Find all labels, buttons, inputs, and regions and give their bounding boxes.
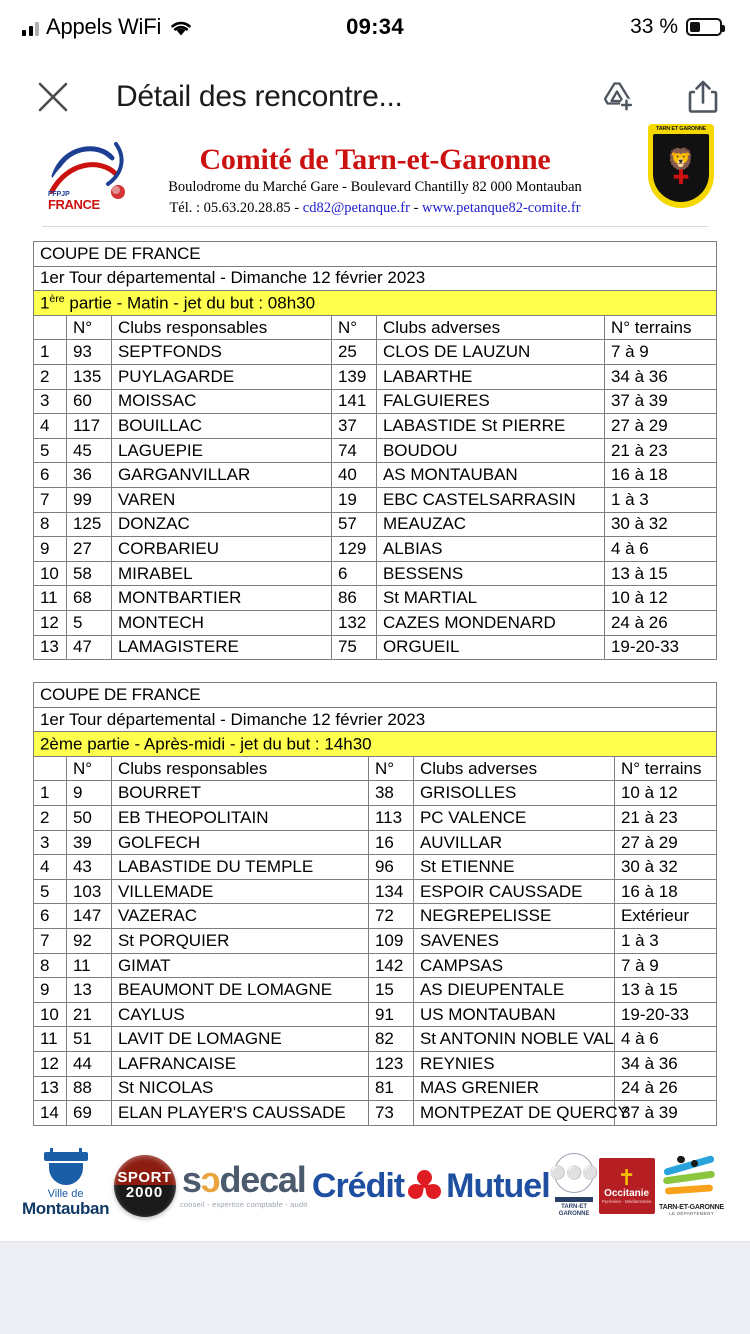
cell-num-home: 93	[66, 340, 111, 365]
cell-club-away: NEGREPELISSE	[413, 904, 614, 929]
sponsor-line1: SPORT	[117, 1169, 172, 1187]
cell-terrains: 37 à 39	[604, 389, 716, 414]
cell-terrains: Extérieur	[614, 904, 716, 929]
table-subtitle-row	[33, 266, 716, 291]
tarn-et-garonne-shield-logo	[648, 124, 714, 208]
cell-num-home: 50	[66, 806, 111, 831]
page-title: Détail des rencontre...	[116, 80, 403, 113]
table-subtitle: 1er Tour départemental - Dimanche 12 février 2023	[33, 707, 716, 732]
sport-2000-badge-icon	[114, 1155, 176, 1217]
cell-num-away: 74	[331, 438, 376, 463]
cell-num-away: 15	[368, 978, 413, 1003]
add-to-drive-button[interactable]	[596, 74, 638, 120]
cell-num-away: 57	[331, 512, 376, 537]
cell-index: 14	[33, 1101, 66, 1126]
column-header-num-away: N°	[368, 756, 413, 781]
cdos-bar	[555, 1197, 593, 1202]
cell-num-away: 123	[368, 1052, 413, 1077]
table-row	[33, 463, 716, 488]
cell-club-home: LAFRANCAISE	[111, 1052, 368, 1077]
cell-index: 7	[33, 487, 66, 512]
sponsor-line1: s	[181, 1159, 201, 1201]
cell-num-away: 139	[331, 364, 376, 389]
table-part-row	[33, 291, 716, 316]
table-row	[33, 1027, 716, 1052]
cell-club-home: ELAN PLAYER'S CAUSSADE	[111, 1101, 368, 1126]
cell-index: 9	[33, 537, 66, 562]
column-header-num-home: N°	[66, 315, 111, 340]
cell-terrains: 16 à 18	[614, 879, 716, 904]
cell-index: 12	[33, 1052, 66, 1077]
cell-terrains: 7 à 9	[604, 340, 716, 365]
ffpjp-wordmark: FFPJP FRANCE	[48, 191, 100, 212]
cell-club-away: PC VALENCE	[413, 806, 614, 831]
cell-club-away: ESPOIR CAUSSADE	[413, 879, 614, 904]
departement-graphic-icon	[663, 1156, 721, 1204]
cell-club-home: BOURRET	[111, 781, 368, 806]
table-row	[33, 830, 716, 855]
wifi-icon	[168, 18, 194, 37]
table-part-banner	[33, 291, 716, 316]
cell-index: 10	[33, 1002, 66, 1027]
cdos-dept-line1: TARN-ET	[561, 1203, 588, 1210]
cell-club-away: MEAUZAC	[376, 512, 604, 537]
cell-num-away: 113	[368, 806, 413, 831]
cell-terrains: 1 à 3	[614, 929, 716, 954]
cell-num-home: 88	[66, 1076, 111, 1101]
cell-club-away: ORGUEIL	[376, 635, 604, 660]
column-header-index	[33, 756, 66, 781]
sponsor-line1b: decal	[219, 1159, 306, 1201]
sponsor-line1: Ville de	[47, 1188, 84, 1201]
cell-num-home: 135	[66, 364, 111, 389]
cell-index: 3	[33, 830, 66, 855]
occitanie-logo-icon	[599, 1158, 655, 1214]
navigation-bar	[0, 54, 750, 140]
share-icon	[686, 78, 720, 116]
table-row	[33, 438, 716, 463]
cell-num-home: 51	[66, 1027, 111, 1052]
cell-num-away: 37	[331, 414, 376, 439]
cell-num-away: 86	[331, 586, 376, 611]
sponsor-line2: LE DÉPARTEMENT	[669, 1210, 714, 1216]
cell-club-away: CAMPSAS	[413, 953, 614, 978]
column-header-clubs-responsables: Clubs responsables	[111, 315, 331, 340]
cell-index: 2	[33, 806, 66, 831]
part-prefix: 1	[39, 293, 50, 313]
occitan-cross-icon: ✚	[672, 167, 690, 190]
table-row	[33, 561, 716, 586]
cell-index: 11	[33, 586, 66, 611]
table-part-row	[33, 732, 716, 757]
sponsor-line2: 2000	[125, 1184, 164, 1202]
sponsor-line2: Montauban	[22, 1199, 110, 1219]
match-table-afternoon	[33, 682, 717, 1126]
cell-club-away: St MARTIAL	[376, 586, 604, 611]
cell-club-home: MOISSAC	[111, 389, 331, 414]
cell-index: 1	[33, 781, 66, 806]
table-row	[33, 635, 716, 660]
cell-club-away: BOUDOU	[376, 438, 604, 463]
cell-index: 8	[33, 953, 66, 978]
cell-num-home: 39	[66, 830, 111, 855]
cell-terrains: 16 à 18	[604, 463, 716, 488]
cell-club-away: US MONTAUBAN	[413, 1002, 614, 1027]
cell-club-home: VAREN	[111, 487, 331, 512]
cell-num-away: 91	[368, 1002, 413, 1027]
shield-inner	[653, 134, 709, 202]
cell-club-home: LABASTIDE DU TEMPLE	[111, 855, 368, 880]
cell-club-home: SEPTFONDS	[111, 340, 331, 365]
table-row	[33, 929, 716, 954]
cell-club-home: St PORQUIER	[111, 929, 368, 954]
cell-num-away: 19	[331, 487, 376, 512]
sponsor-line3: Pyrénées - Méditerranée	[601, 1198, 652, 1204]
cell-index: 6	[33, 904, 66, 929]
cell-num-away: 40	[331, 463, 376, 488]
table-row	[33, 340, 716, 365]
table-row	[33, 1002, 716, 1027]
cell-num-home: 58	[66, 561, 111, 586]
cell-club-home: LAVIT DE LOMAGNE	[111, 1027, 368, 1052]
cell-terrains: 4 à 6	[614, 1027, 716, 1052]
cell-club-away: St ETIENNE	[413, 855, 614, 880]
table-row	[33, 389, 716, 414]
contact-separator: -	[409, 199, 423, 216]
cell-num-away: 96	[368, 855, 413, 880]
sponsor-cdos-tarn-et-garonne	[549, 1153, 599, 1219]
sponsor-sport-2000	[114, 1155, 176, 1217]
cell-club-away: AS DIEUPENTALE	[413, 978, 614, 1003]
sponsor-line1: TARN-ET-GARONNE	[659, 1203, 724, 1211]
table-row	[33, 781, 716, 806]
cell-index: 13	[33, 1076, 66, 1101]
cell-club-away: MONTPEZAT DE QUERCY	[413, 1101, 614, 1126]
cell-terrains: 27 à 29	[604, 414, 716, 439]
table-subtitle-row	[33, 707, 716, 732]
cell-num-home: 103	[66, 879, 111, 904]
sodecal-wordmark	[181, 1159, 306, 1201]
table-row	[33, 610, 716, 635]
cell-index: 5	[33, 438, 66, 463]
committee-contact	[26, 198, 724, 219]
cell-num-away: 25	[331, 340, 376, 365]
cell-terrains: 34 à 36	[604, 364, 716, 389]
cell-num-home: 99	[66, 487, 111, 512]
table-row	[33, 1101, 716, 1126]
nav-actions	[596, 74, 724, 120]
cell-club-away: MAS GRENIER	[413, 1076, 614, 1101]
cell-num-home: 5	[66, 610, 111, 635]
ios-status-bar	[0, 0, 750, 54]
cell-num-away: 141	[331, 389, 376, 414]
cell-num-home: 69	[66, 1101, 111, 1126]
cell-num-home: 117	[66, 414, 111, 439]
column-header-num-away: N°	[331, 315, 376, 340]
cell-terrains: 34 à 36	[614, 1052, 716, 1077]
cell-index: 13	[33, 635, 66, 660]
document-page	[0, 126, 750, 1234]
cell-club-away: St ANTONIN NOBLE VAL	[413, 1027, 614, 1052]
cell-club-away: BESSENS	[376, 561, 604, 586]
close-icon	[36, 80, 70, 114]
cell-num-away: 75	[331, 635, 376, 660]
part-prefix: 2ème	[39, 734, 83, 754]
cellular-signal-icon	[22, 19, 39, 36]
cell-club-home: MONTECH	[111, 610, 331, 635]
table-part-banner	[33, 732, 716, 757]
cell-club-home: MIRABEL	[111, 561, 331, 586]
cell-club-away: LABARTHE	[376, 364, 604, 389]
sponsor-sodecal	[179, 1159, 308, 1210]
cell-terrains: 7 à 9	[614, 953, 716, 978]
cell-club-home: CORBARIEU	[111, 537, 331, 562]
column-header-index	[33, 315, 66, 340]
sponsor-line2: Mutuel	[446, 1166, 550, 1205]
sponsor-credit-mutuel	[311, 1166, 550, 1205]
cell-num-home: 11	[66, 953, 111, 978]
cell-terrains: 21 à 23	[614, 806, 716, 831]
cell-club-away: EBC CASTELSARRASIN	[376, 487, 604, 512]
cell-club-home: EB THEOPOLITAIN	[111, 806, 368, 831]
cell-club-home: BEAUMONT DE LOMAGNE	[111, 978, 368, 1003]
cell-num-away: 129	[331, 537, 376, 562]
cdos-dept-line2: GARONNE	[558, 1211, 590, 1218]
part-text: partie - Après-midi - jet du but : 14h30	[82, 734, 372, 754]
cell-num-away: 38	[368, 781, 413, 806]
cell-num-home: 27	[66, 537, 111, 562]
sponsor-region-occitanie	[599, 1158, 655, 1214]
sponsor-tagline: conseil - expertise comptable - audit	[179, 1200, 308, 1210]
table-row	[33, 1076, 716, 1101]
battery-icon	[686, 18, 722, 36]
cell-terrains: 19-20-33	[614, 1002, 716, 1027]
occitan-cross-icon: ✝	[617, 1164, 636, 1190]
cell-num-away: 134	[368, 879, 413, 904]
cell-club-away: CAZES MONDENARD	[376, 610, 604, 635]
credit-mutuel-lockup	[311, 1166, 550, 1205]
cell-club-home: GIMAT	[111, 953, 368, 978]
cell-num-away: 82	[368, 1027, 413, 1052]
sodecal-accent-glyph: ɔ	[200, 1159, 220, 1201]
cell-num-home: 147	[66, 904, 111, 929]
part-text: partie - Matin - jet du but : 08h30	[64, 293, 316, 313]
cell-index: 3	[33, 389, 66, 414]
part-ordinal-suffix: ère	[49, 292, 65, 305]
cell-terrains: 4 à 6	[604, 537, 716, 562]
clock-label: 09:34	[346, 14, 404, 39]
cell-index: 9	[33, 978, 66, 1003]
email-link[interactable]: cd82@petanque.fr	[302, 199, 410, 216]
cell-terrains: 30 à 32	[614, 855, 716, 880]
cell-num-away: 81	[368, 1076, 413, 1101]
cell-terrains: 10 à 12	[604, 586, 716, 611]
cell-num-away: 132	[331, 610, 376, 635]
share-button[interactable]	[682, 74, 724, 120]
table-row	[33, 855, 716, 880]
table-row	[33, 879, 716, 904]
cell-index: 10	[33, 561, 66, 586]
cell-num-home: 44	[66, 1052, 111, 1077]
table-row	[33, 487, 716, 512]
cell-index: 12	[33, 610, 66, 635]
cell-club-home: LAMAGISTERE	[111, 635, 331, 660]
shield-top-text: TARN ET GARONNE	[655, 126, 707, 132]
letterhead	[26, 126, 724, 222]
cell-terrains: 27 à 29	[614, 830, 716, 855]
cell-index: 11	[33, 1027, 66, 1052]
sponsor-bar	[16, 1138, 734, 1234]
table-title-row	[33, 242, 716, 267]
cell-num-away: 73	[368, 1101, 413, 1126]
cell-club-home: CAYLUS	[111, 1002, 368, 1027]
cell-num-home: 21	[66, 1002, 111, 1027]
status-bar-left	[22, 14, 194, 40]
sponsor-line1: Crédit	[311, 1166, 405, 1205]
column-header-clubs-responsables: Clubs responsables	[111, 756, 368, 781]
cell-club-home: VILLEMADE	[111, 879, 368, 904]
drive-add-icon	[598, 78, 636, 116]
table-row	[33, 1052, 716, 1077]
committee-name: Comité de Tarn-et-Garonne	[199, 143, 551, 176]
cell-club-away: SAVENES	[413, 929, 614, 954]
cell-index: 1	[33, 340, 66, 365]
document-viewer[interactable]	[0, 126, 750, 1241]
table-row	[33, 364, 716, 389]
cell-club-away: AUVILLAR	[413, 830, 614, 855]
cell-num-away: 109	[368, 929, 413, 954]
cell-terrains: 10 à 12	[614, 781, 716, 806]
cell-club-home: GARGANVILLAR	[111, 463, 331, 488]
cell-index: 7	[33, 929, 66, 954]
cell-num-home: 36	[66, 463, 111, 488]
cell-terrains: 19-20-33	[604, 635, 716, 660]
table-row	[33, 537, 716, 562]
carrier-label: Appels WiFi	[46, 14, 162, 39]
cell-club-away: LABASTIDE St PIERRE	[376, 414, 604, 439]
table-title: COUPE DE FRANCE	[33, 683, 716, 708]
cell-num-home: 43	[66, 855, 111, 880]
phone-label: Tél. : 05.63.20.28.85 -	[169, 199, 303, 216]
table-row	[33, 953, 716, 978]
cell-club-away: AS MONTAUBAN	[376, 463, 604, 488]
cell-club-away: FALGUIERES	[376, 389, 604, 414]
cell-terrains: 37 à 39	[614, 1101, 716, 1126]
cell-num-home: 125	[66, 512, 111, 537]
status-bar-right	[630, 15, 722, 39]
letterhead-text	[26, 140, 724, 219]
credit-mutuel-icon	[408, 1170, 442, 1202]
sponsor-ville-de-montauban	[22, 1152, 109, 1219]
table-row	[33, 806, 716, 831]
cell-index: 8	[33, 512, 66, 537]
ville-de-montauban-icon	[40, 1152, 92, 1186]
table-title-row	[33, 683, 716, 708]
cell-num-away: 6	[331, 561, 376, 586]
committee-address: Boulodrome du Marché Gare - Boulevard Chantilly 82 000 Montauban	[168, 179, 582, 196]
cell-club-home: GOLFECH	[111, 830, 368, 855]
cell-num-away: 142	[368, 953, 413, 978]
cell-club-home: LAGUEPIE	[111, 438, 331, 463]
cell-club-home: BOUILLAC	[111, 414, 331, 439]
cell-index: 2	[33, 364, 66, 389]
sponsor-line2	[559, 1204, 590, 1219]
cell-club-home: DONZAC	[111, 512, 331, 537]
cell-club-home: VAZERAC	[111, 904, 368, 929]
cell-club-away: REYNIES	[413, 1052, 614, 1077]
letterhead-divider	[42, 226, 708, 227]
cell-num-home: 60	[66, 389, 111, 414]
cell-num-home: 9	[66, 781, 111, 806]
table-row	[33, 904, 716, 929]
column-header-clubs-adverses: Clubs adverses	[413, 756, 614, 781]
table-title: COUPE DE FRANCE	[33, 242, 716, 267]
close-button[interactable]	[30, 74, 76, 120]
cell-terrains: 1 à 3	[604, 487, 716, 512]
cell-index: 5	[33, 879, 66, 904]
table-row	[33, 414, 716, 439]
battery-percent-label: 33 %	[630, 15, 678, 38]
column-header-clubs-adverses: Clubs adverses	[376, 315, 604, 340]
cell-terrains: 24 à 26	[604, 610, 716, 635]
cell-club-home: MONTBARTIER	[111, 586, 331, 611]
table-row	[33, 512, 716, 537]
cell-num-home: 45	[66, 438, 111, 463]
cell-index: 4	[33, 414, 66, 439]
olympic-rings-icon: ⚪⚪⚪	[554, 1153, 594, 1193]
cell-club-home: PUYLAGARDE	[111, 364, 331, 389]
match-table-morning	[33, 241, 717, 660]
website-link[interactable]: www.petanque82-comite.fr	[422, 199, 581, 216]
column-header-num-home: N°	[66, 756, 111, 781]
table-subtitle: 1er Tour départemental - Dimanche 12 février 2023	[33, 266, 716, 291]
cell-num-home: 68	[66, 586, 111, 611]
cell-terrains: 21 à 23	[604, 438, 716, 463]
cell-num-away: 16	[368, 830, 413, 855]
lion-icon: 🦁	[667, 146, 695, 172]
cell-num-home: 47	[66, 635, 111, 660]
cell-terrains: 30 à 32	[604, 512, 716, 537]
table-row	[33, 978, 716, 1003]
table-header-row	[33, 315, 716, 340]
cell-club-away: GRISOLLES	[413, 781, 614, 806]
cell-club-away: CLOS DE LAUZUN	[376, 340, 604, 365]
cell-num-away: 72	[368, 904, 413, 929]
sponsor-tarn-et-garonne-departement	[659, 1156, 724, 1216]
cell-num-home: 92	[66, 929, 111, 954]
cell-terrains: 13 à 15	[614, 978, 716, 1003]
cell-index: 6	[33, 463, 66, 488]
cell-terrains: 24 à 26	[614, 1076, 716, 1101]
cell-num-home: 13	[66, 978, 111, 1003]
column-header-terrains: N° terrains	[614, 756, 716, 781]
column-header-terrains: N° terrains	[604, 315, 716, 340]
document-bottom-shadow	[0, 1241, 750, 1243]
cell-terrains: 13 à 15	[604, 561, 716, 586]
cell-club-home: St NICOLAS	[111, 1076, 368, 1101]
cell-club-away: ALBIAS	[376, 537, 604, 562]
table-header-row	[33, 756, 716, 781]
sponsor-line2: Occitanie	[604, 1187, 650, 1199]
cell-index: 4	[33, 855, 66, 880]
table-row	[33, 586, 716, 611]
